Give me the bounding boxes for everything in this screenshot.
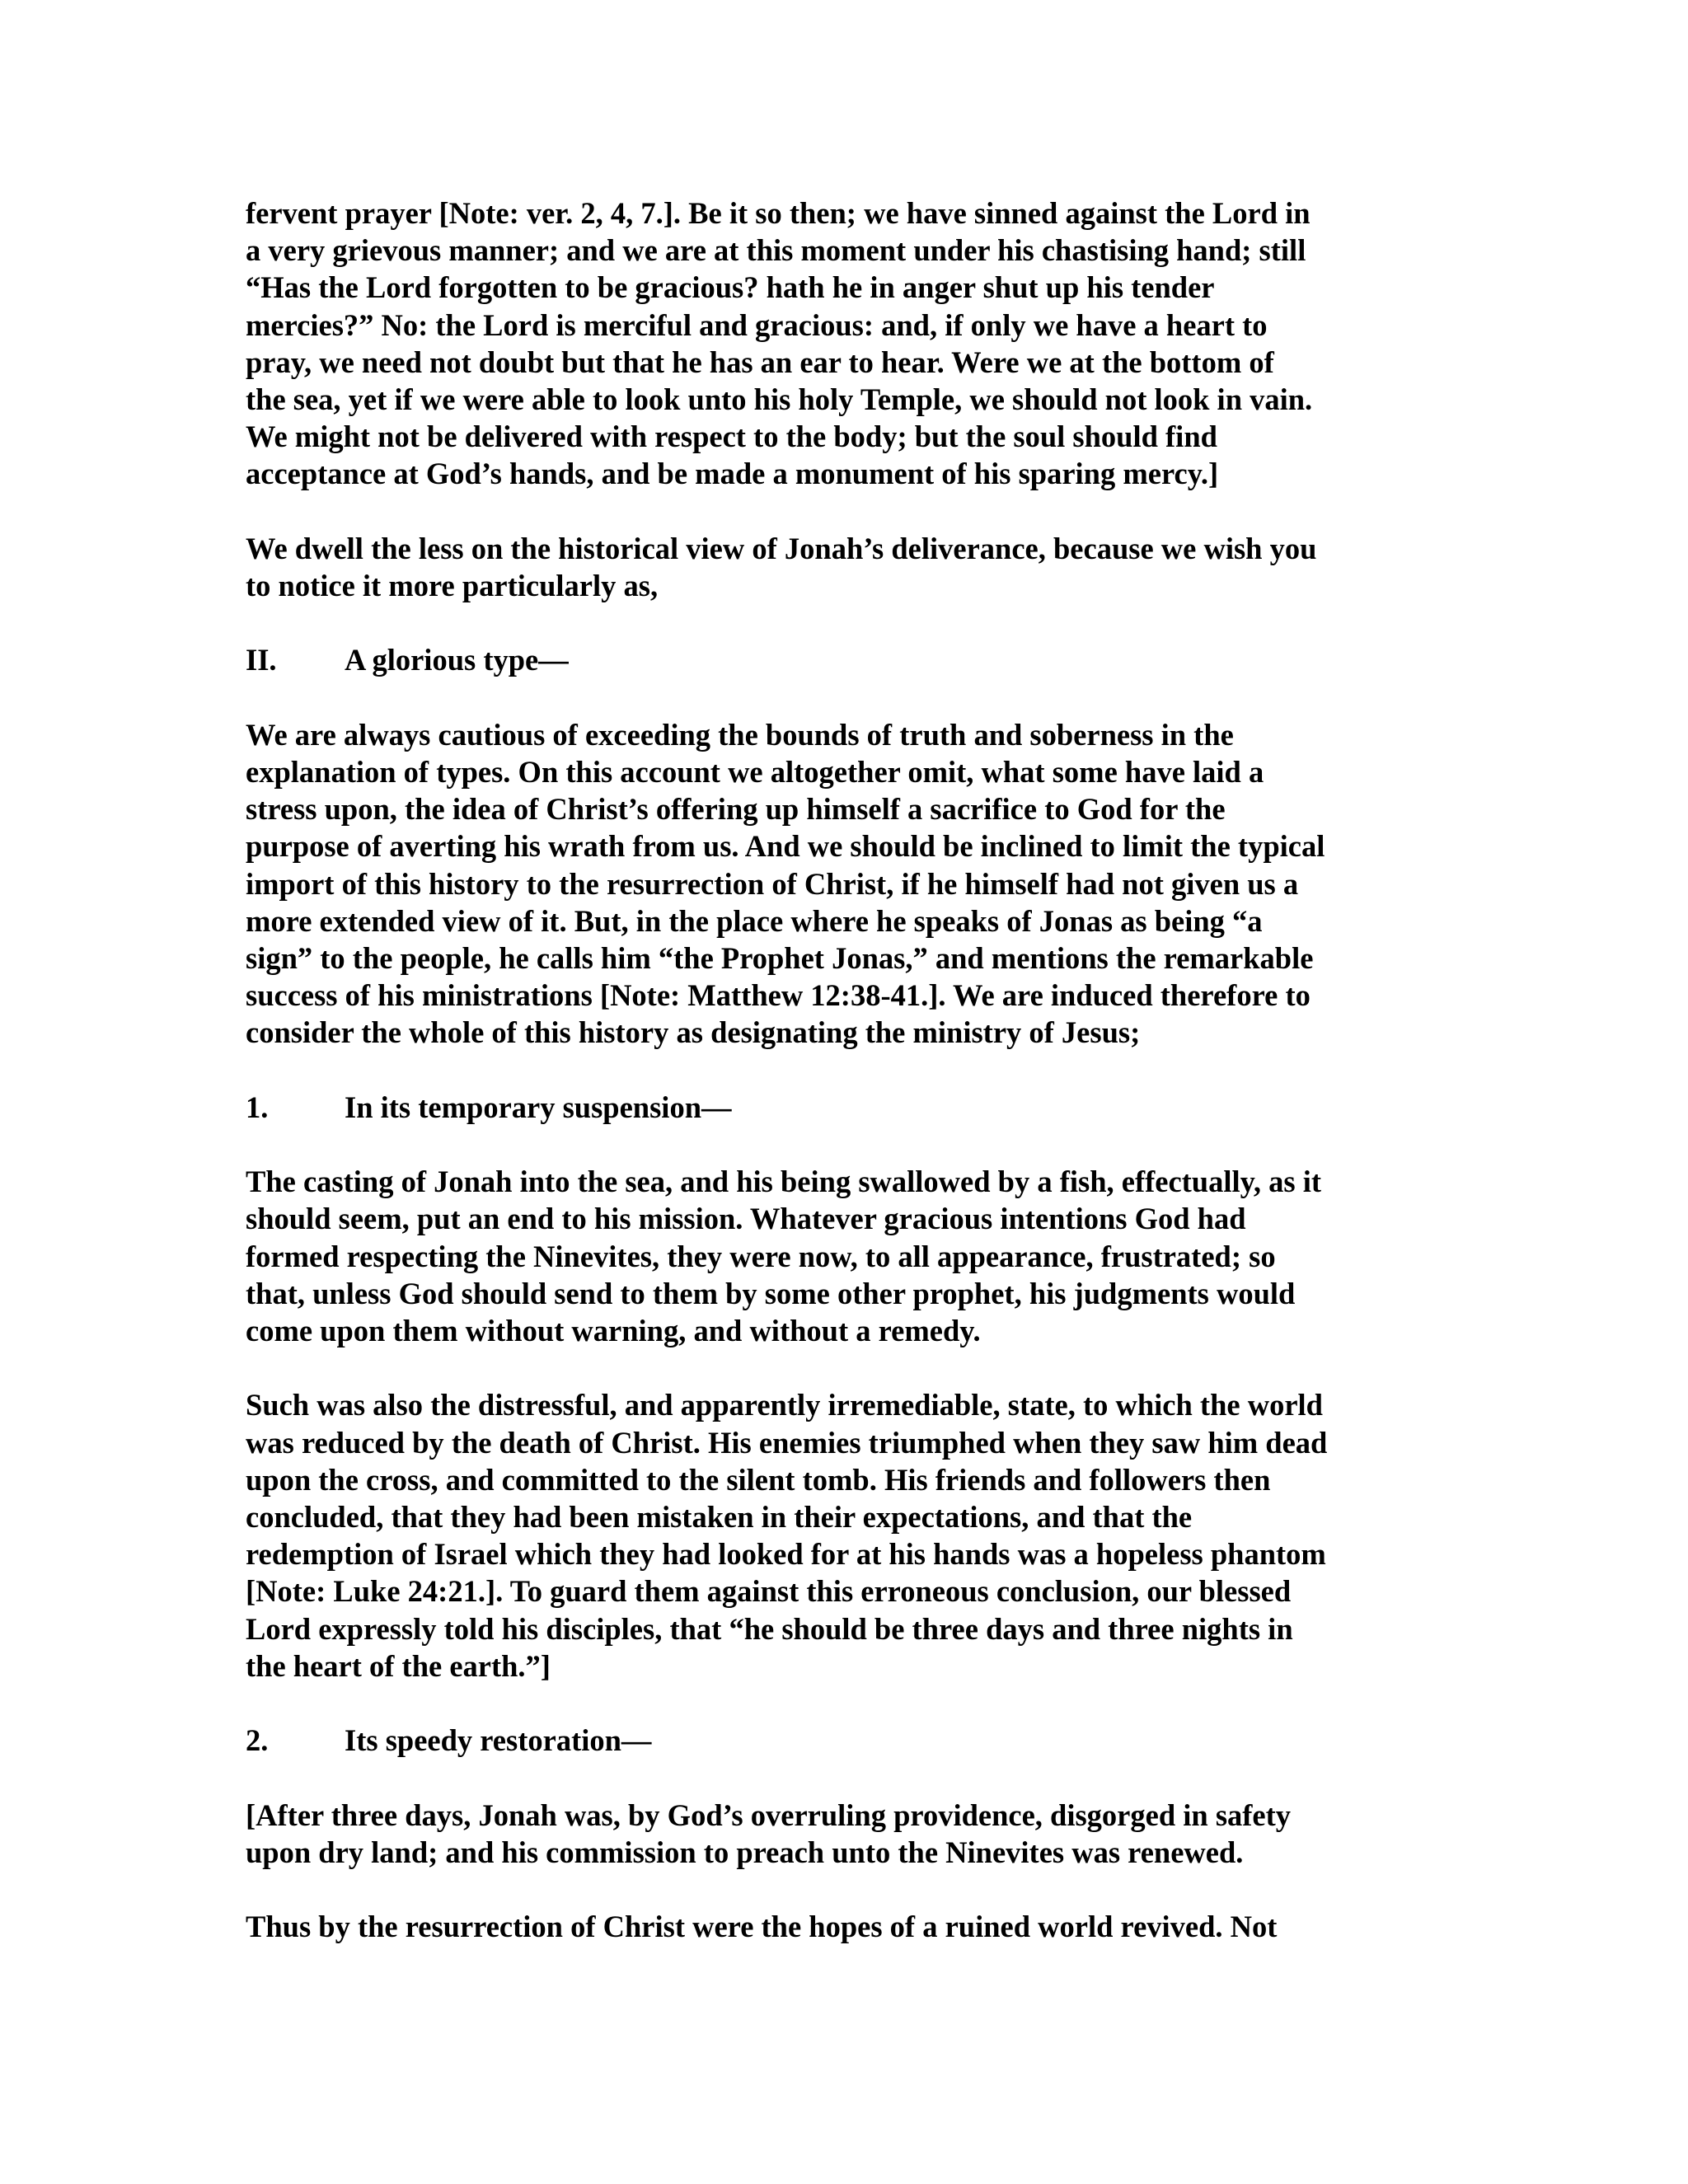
text-line: import of this history to the resurrection of Christ, if he himself had not given us a [246,866,1299,901]
paragraph-types [246,716,1449,1052]
subsection-number: 1. [246,1090,269,1124]
text-line: acceptance at God’s hands, and be made a monument of his sparing mercy.] [246,457,1219,491]
text-line: that, unless God should send to them by some other prophet, his judgments would [246,1276,1296,1310]
text-line: pray, we need not doubt but that he has an ear to hear. Were we at the bottom of [246,344,1274,379]
paragraph-casting-of-jonah [246,1163,1449,1349]
text-line: the heart of the earth.”] [246,1648,551,1683]
text-line: fervent prayer [Note: ver. 2, 4, 7.]. Be it so then; we have sinned against the Lord in [246,196,1311,230]
text-line: to notice it more particularly as, [246,569,659,603]
text-line: We dwell the less on the historical view of Jonah’s deliverance, because we wish you [246,531,1317,565]
paragraph-prayer [246,194,1449,493]
text-line: come upon them without warning, and without a remedy. [246,1314,981,1348]
text-line: Such was also the distressful, and apparently irremediable, state, to which the world [246,1388,1323,1422]
text-line: mercies?” No: the Lord is merciful and gracious: and, if only we have a heart to [246,307,1268,342]
subsection-number: 2. [246,1723,269,1758]
subsection-title: In its temporary suspension— [345,1090,732,1124]
text-line: Thus by the resurrection of Christ were the hopes of a ruined world revived. Not [246,1910,1278,1944]
document-page [246,194,1449,1983]
text-line: stress upon, the idea of Christ’s offering up himself a sacrifice to God for the [246,792,1226,827]
paragraph-resurrection [246,1908,1449,1945]
paragraph-historical-view [246,530,1449,604]
text-line: formed respecting the Ninevites, they were now, to all appearance, frustrated; so [246,1239,1276,1273]
text-line: redemption of Israel which they had looked for at his hands was a hopeless phantom [246,1537,1326,1572]
subsection-heading-restoration [246,1722,1449,1759]
text-line: Lord expressly told his disciples, that “he should be three days and three nights in [246,1611,1293,1646]
text-line: The casting of Jonah into the sea, and his being swallowed by a fish, effectually, as it [246,1165,1321,1199]
text-line: [After three days, Jonah was, by God’s overruling providence, disgorged in safety [246,1797,1292,1832]
text-line: explanation of types. On this account we altogether omit, what some have laid a [246,755,1264,789]
text-line: “Has the Lord forgotten to be gracious? hath he in anger shut up his tender [246,270,1215,305]
text-line: purpose of averting his wrath from us. And we should be inclined to limit the typical [246,829,1325,864]
text-line: a very grievous manner; and we are at this moment under his chastising hand; still [246,233,1306,268]
text-line: success of his ministrations [Note: Matthew 12:38-41.]. We are induced therefore to [246,978,1311,1013]
subsection-heading-suspension [246,1089,1449,1126]
text-line: [Note: Luke 24:21.]. To guard them against this erroneous conclusion, our blessed [246,1574,1292,1609]
text-line: more extended view of it. But, in the place where he speaks of Jonas as being “a [246,903,1263,938]
text-line: We might not be delivered with respect to the body; but the soul should find [246,419,1217,454]
subsection-title: Its speedy restoration— [345,1723,652,1758]
text-line: consider the whole of this history as designating the ministry of Jesus; [246,1015,1141,1050]
section-heading-glorious-type [246,641,1449,678]
section-title: A glorious type— [345,643,569,677]
text-line: sign” to the people, he calls him “the Prophet Jonas,” and mentions the remarkable [246,941,1314,976]
text-line: We are always cautious of exceeding the bounds of truth and soberness in the [246,717,1234,752]
paragraph-death-of-christ [246,1386,1449,1685]
text-line: was reduced by the death of Christ. His enemies triumphed when they saw him dead [246,1425,1328,1460]
text-line: upon dry land; and his commission to preach unto the Ninevites was renewed. [246,1835,1244,1869]
paragraph-three-days [246,1797,1449,1871]
text-line: upon the cross, and committed to the silent tomb. His friends and followers then [246,1462,1271,1497]
text-line: concluded, that they had been mistaken in their expectations, and that the [246,1500,1193,1535]
text-line: the sea, yet if we were able to look unto his holy Temple, we should not look in vain. [246,382,1313,417]
section-number: II. [246,643,277,677]
text-line: should seem, put an end to his mission. Whatever gracious intentions God had [246,1202,1246,1236]
